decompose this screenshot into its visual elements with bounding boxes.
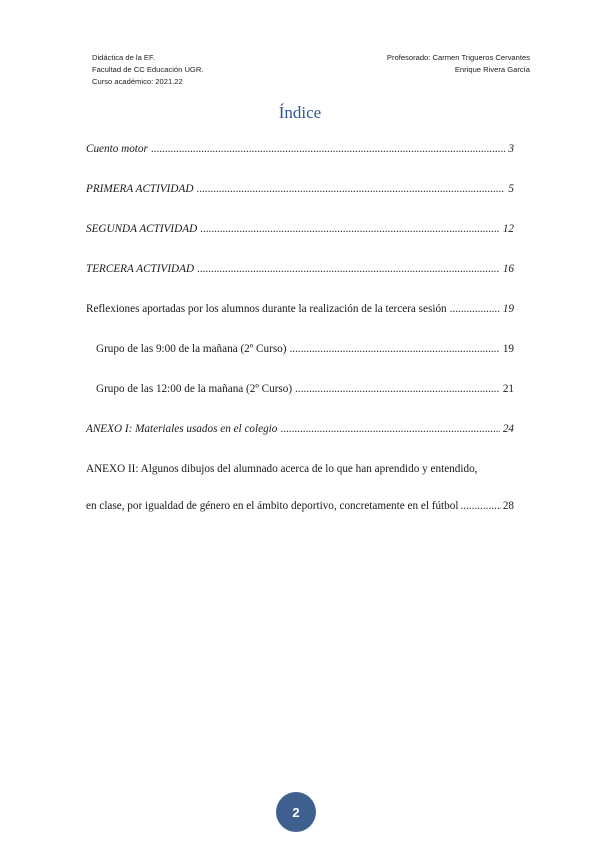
toc-entry-label: Reflexiones aportadas por los alumnos durante la realización de la tercera sesión bbox=[86, 303, 447, 315]
toc-entry-label: Cuento motor bbox=[86, 143, 148, 155]
toc-entry-anexo-1[interactable] bbox=[86, 419, 514, 459]
toc-dot-leader bbox=[460, 496, 500, 516]
page-number-badge: 2 bbox=[276, 792, 316, 832]
toc-entry-label: TERCERA ACTIVIDAD bbox=[86, 263, 195, 275]
page-title: Índice bbox=[278, 103, 322, 122]
toc-dot-leader bbox=[450, 299, 500, 319]
header-course-name: Didáctica de la EF. bbox=[92, 53, 155, 62]
table-of-contents bbox=[86, 139, 514, 516]
header-academic-year: Curso académico: 2021.22 bbox=[92, 77, 183, 86]
toc-entry-page: 19 bbox=[502, 343, 514, 355]
toc-entry-reflexiones[interactable] bbox=[86, 299, 514, 339]
toc-entry-page: 5 bbox=[508, 183, 514, 195]
toc-entry-segunda-actividad[interactable] bbox=[86, 219, 514, 259]
toc-dot-leader bbox=[196, 179, 505, 199]
toc-entry-grupo-12[interactable] bbox=[86, 379, 514, 419]
toc-entry-page: 21 bbox=[502, 383, 514, 395]
toc-entry-page: 12 bbox=[502, 223, 514, 235]
header-faculty: Facultad de CC Educación UGR. bbox=[92, 65, 204, 74]
toc-dot-leader bbox=[151, 139, 506, 159]
toc-entry-page: 16 bbox=[502, 263, 514, 275]
toc-entry-label: Grupo de las 9:00 de la mañana (2º Curso) bbox=[96, 343, 287, 355]
toc-entry-page: 19 bbox=[502, 303, 514, 315]
toc-entry-label-line-2: en clase, por igualdad de género en el ámbito deportivo, concretamente en el fútbol bbox=[86, 500, 459, 512]
toc-entry-tercera-actividad[interactable] bbox=[86, 259, 514, 299]
toc-entry-label: SEGUNDA ACTIVIDAD bbox=[86, 223, 198, 235]
toc-entry-label: PRIMERA ACTIVIDAD bbox=[86, 183, 194, 195]
header-left bbox=[92, 52, 203, 88]
toc-dot-leader bbox=[197, 259, 500, 279]
toc-dot-leader bbox=[280, 419, 499, 439]
toc-dot-leader bbox=[290, 339, 500, 359]
header-teacher-1: Profesorado: Carmen Trigueros Cervantes bbox=[386, 53, 530, 62]
toc-entry-page: 3 bbox=[508, 143, 514, 155]
toc-entry-label: Grupo de las 12:00 de la mañana (2º Curso) bbox=[96, 383, 293, 395]
toc-entry-anexo-2[interactable] bbox=[86, 459, 514, 516]
toc-entry-page: 28 bbox=[502, 500, 514, 512]
toc-entry-grupo-9[interactable] bbox=[86, 339, 514, 379]
toc-entry-page: 24 bbox=[502, 423, 514, 435]
header-teacher-2: Enrique Rivera García bbox=[454, 65, 530, 74]
toc-dot-leader bbox=[295, 379, 500, 399]
toc-entry-cuento-motor[interactable] bbox=[86, 139, 514, 179]
header-right bbox=[387, 52, 530, 76]
toc-dot-leader bbox=[200, 219, 500, 239]
toc-entry-label: ANEXO I: Materiales usados en el colegio bbox=[86, 423, 278, 435]
toc-entry-primera-actividad[interactable] bbox=[86, 179, 514, 219]
toc-entry-label-line-1: ANEXO II: Algunos dibujos del alumnado acerca de lo que han aprendido y entendido, bbox=[86, 463, 478, 475]
